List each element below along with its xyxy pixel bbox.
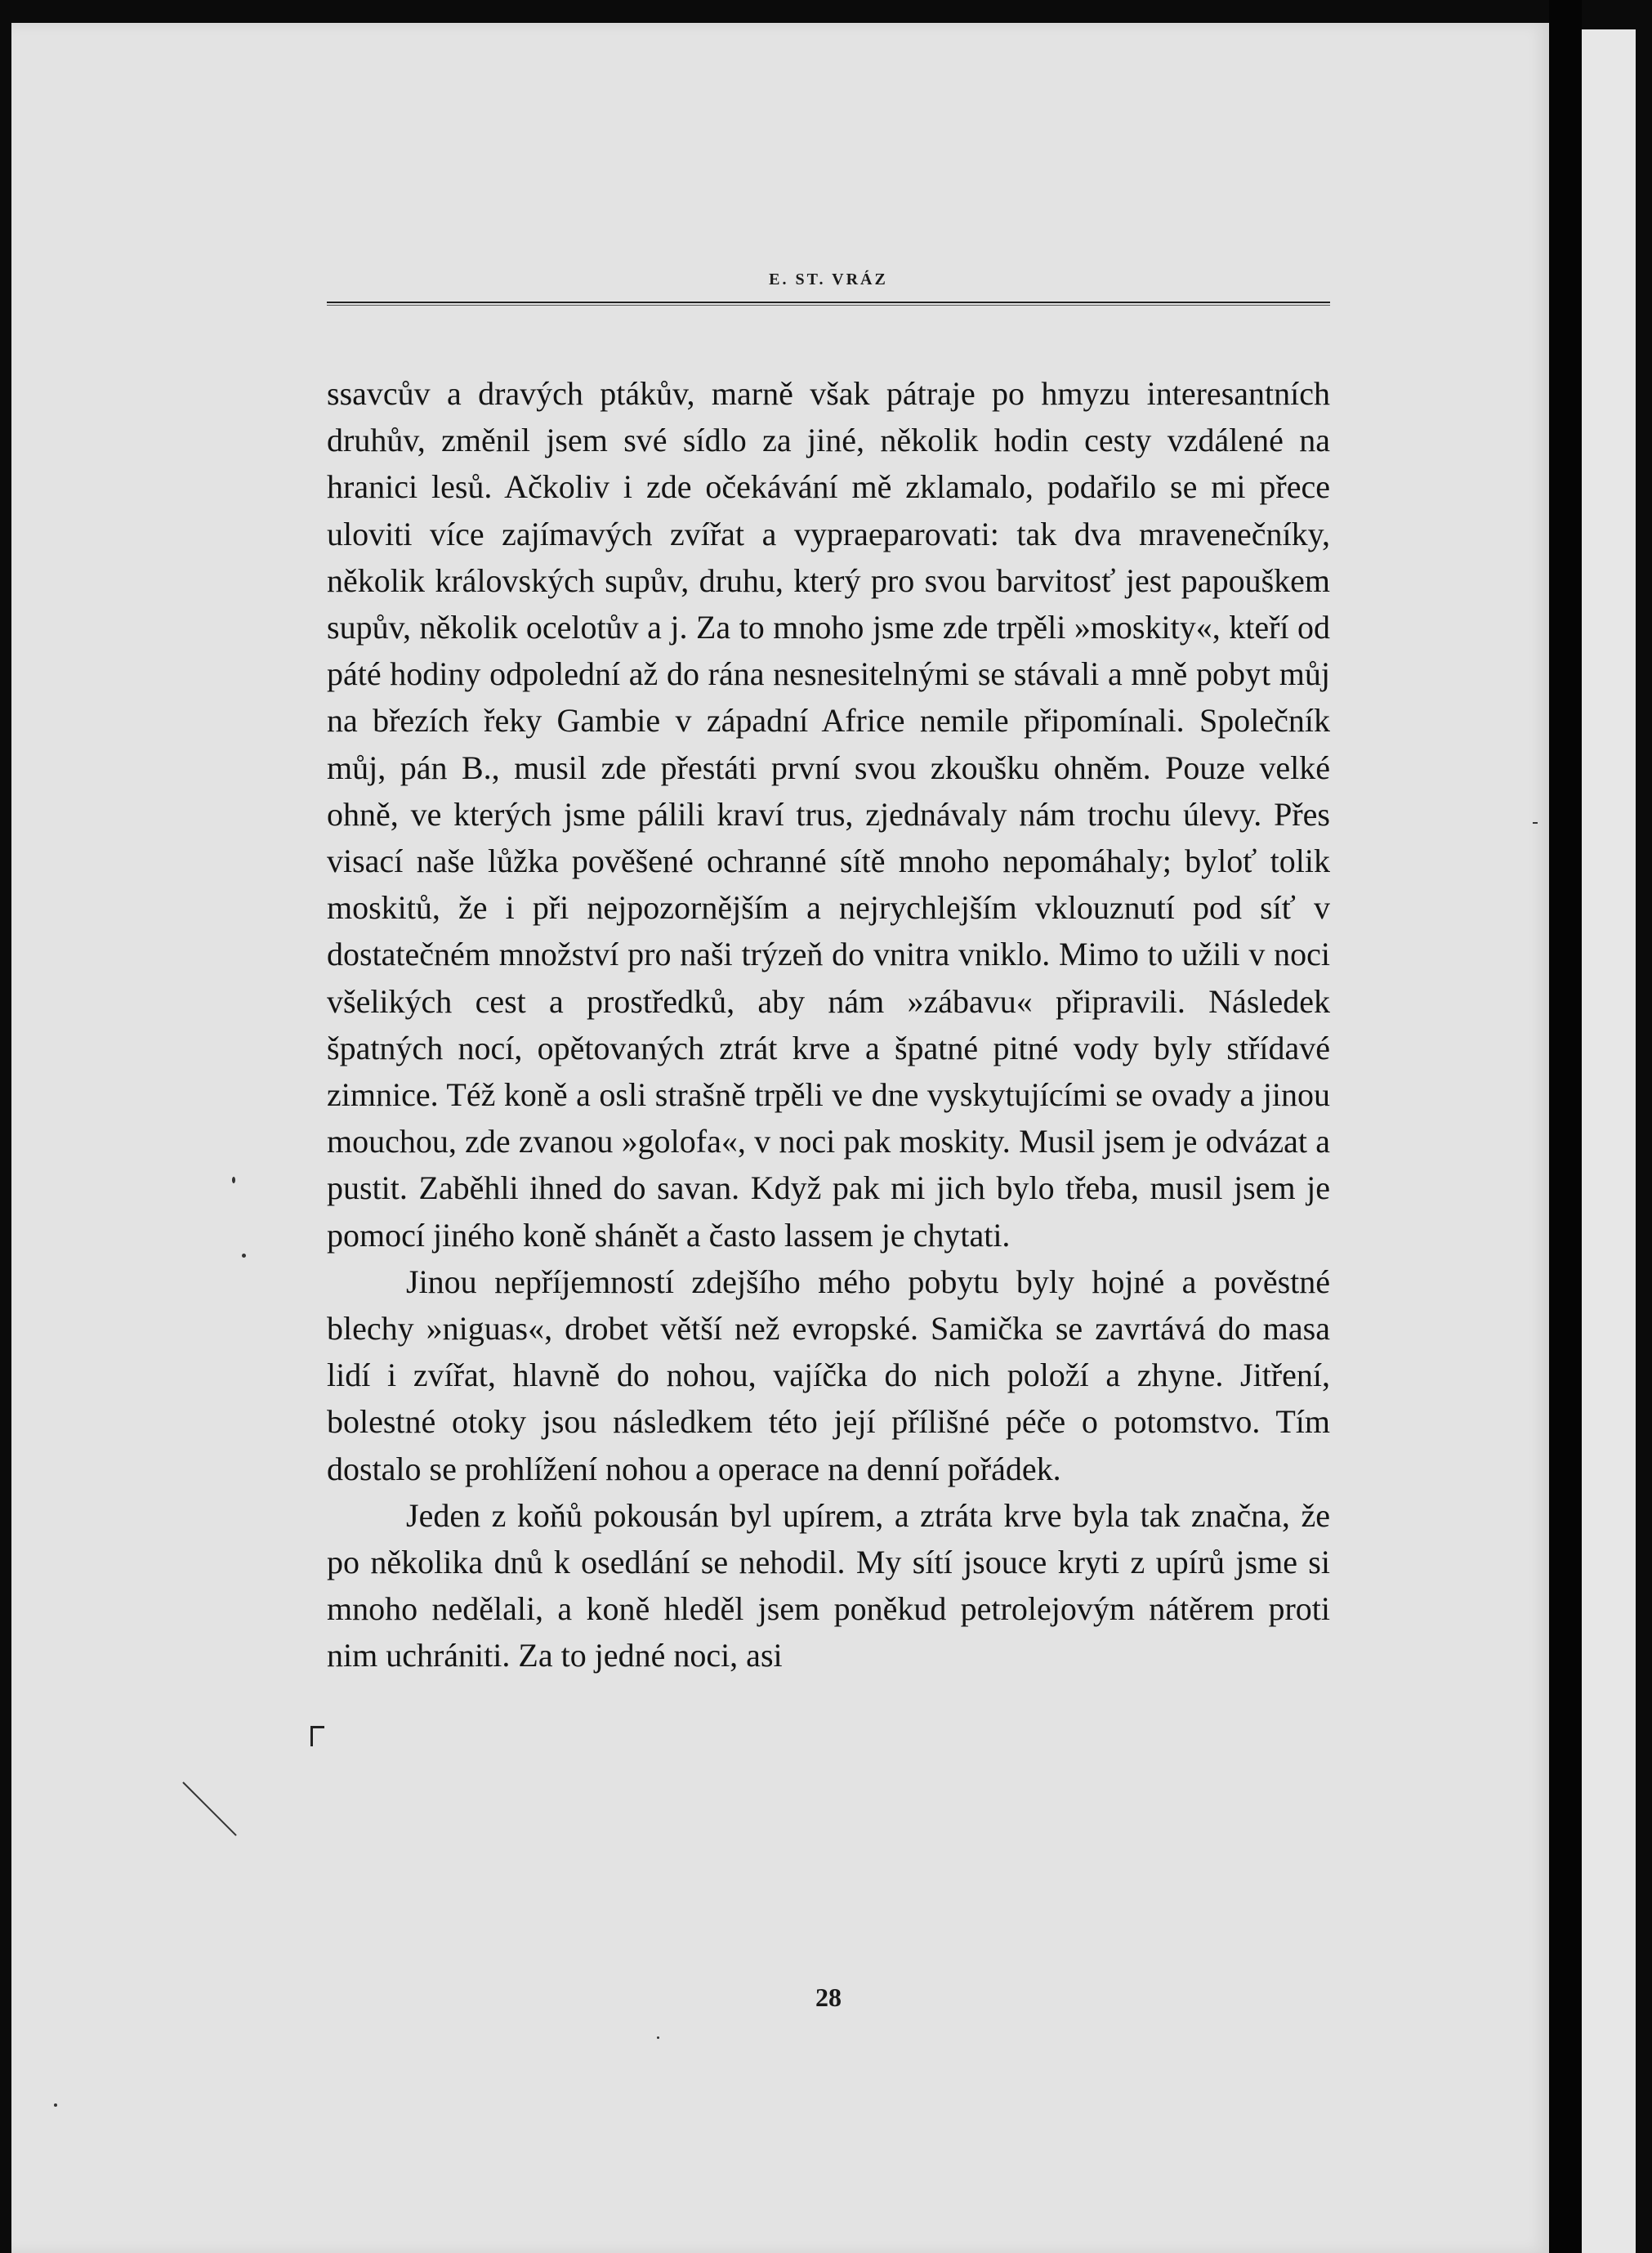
speck-mark xyxy=(232,1177,235,1183)
binding-gutter xyxy=(1549,0,1582,2253)
paragraph-1: ssavcův a dravých ptákův, marně však pátraje po hmyzu interesantních druhův, změnil jsem své sídlo za jiné, několik hodin cesty vzdálené na hranici lesů. Ačkoliv i zde očekávání mě zklamalo, podařilo se mi přece uloviti více zajímavých zvířat a vypraeparovati: tak dva mravenečníky, několik královských supův, druhu, který pro svou barvitosť jest papouškem supův, několik ocelotův a j. Za to mnoho jsme zde trpěli »moskity«, kteří od páté hodiny odpolední až do rána nesnesitelnými se stávali a mně pobyt můj na březích řeky Gambie v západní Africe nemile připomínali. Společník můj, pán B., musil zde přestáti první svou zkoušku ohněm. Pouze velké ohně, ve kterých jsme pálili kraví trus, zjednávaly nám trochu úlevy. Přes visací naše lůžka pověšené ochranné sítě mnoho nepomáhaly; byloť tolik moskitů, že i při nejpozornějším a nejrychlejším vklouznutí pod síť v dostatečném množství pro naši trýzeň do vnitra vniklo. Mimo to užili v noci všelikých cest a prostředků, aby nám »zábavu« připravili. Následek špatných nocí, opětovaných ztrát krve a špatné pitné vody byly střídavé zimnice. Též koně a osli strašně trpěli ve dne vyskytujícími se ovady a jinou mouchou, zde zvanou »golofa«, v noci pak moskity. Musil jsem je odvázat a pustit. Zaběhli ihned do savan. Když pak mi jich bylo třeba, musil jsem je pomocí jiného koně shánět a často lassem je chytati. xyxy=(327,375,1330,1254)
adjacent-page-edge xyxy=(1582,29,1636,2253)
header-rule xyxy=(327,302,1330,303)
speck-mark xyxy=(657,2036,659,2039)
speck-mark xyxy=(54,2103,57,2107)
speck-mark xyxy=(242,1254,246,1258)
body-text xyxy=(327,370,1330,1679)
paragraph-2: Jinou nepříjemností zdejšího mého pobytu byly hojné a pověstné blechy »niguas«, drobet větší než evropské. Samička se zavrtává do masa lidí i zvířat, hlavně do nohou, vajíčka do nich položí a zhyne. Jitření, bolestné otoky jsou následkem této její přílišné péče o potomstvo. Tím dostalo se prohlížení nohou a operace na denní pořádek. xyxy=(327,1263,1330,1487)
running-header: E. ST. VRÁZ xyxy=(769,270,888,288)
pencil-bracket-mark xyxy=(310,1726,324,1746)
header-rule-thin xyxy=(327,305,1330,306)
paragraph-3: Jeden z koňů pokousán byl upírem, a ztráta krve byla tak značna, že po několika dnů k osedlání se nehodil. My sítí jsouce kryti z upírů jsme si mnoho nedělali, a koně hleděl jsem poněkud petrolejovým nátěrem proti nim uchrániti. Za to jedné noci, asi xyxy=(327,1496,1330,1674)
page-number: 28 xyxy=(815,1983,842,2012)
speck-mark xyxy=(1533,822,1538,824)
